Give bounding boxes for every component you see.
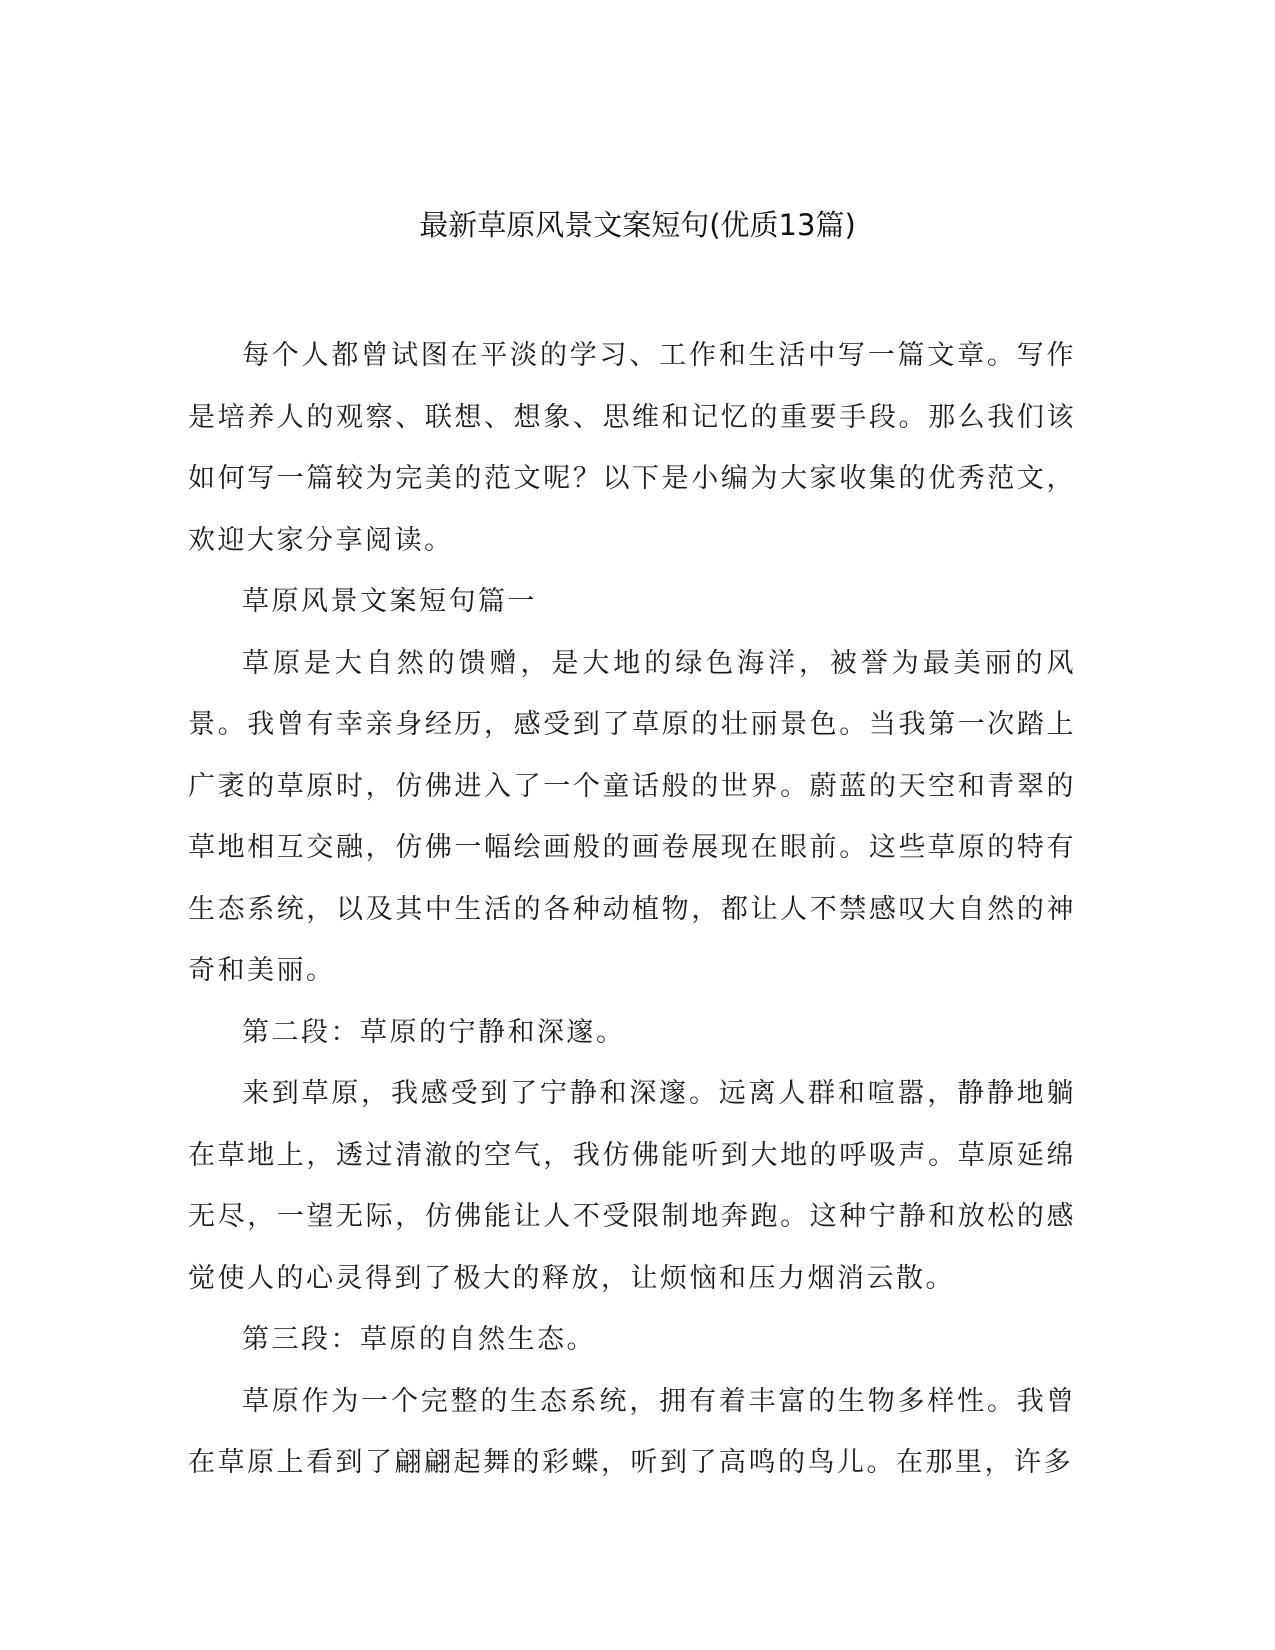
document-title: 最新草原风景文案短句(优质13篇) [419,208,856,242]
section-heading-two: 第二段：草原的宁静和深邃。 [242,1016,626,1048]
document-body [188,325,1076,1494]
paragraph-tranquility: 来到草原，我感受到了宁静和深邃。远离人群和喧嚣，静静地躺在草地上，透过清澈的空气，我仿佛能听到大地的呼吸声。草原延绵无尽，一望无际，仿佛能让人不受限制地奔跑。这种宁静和放松的感觉使人的心灵得到了极大的释放，让烦恼和压力烟消云散。 [188,1078,1076,1294]
paragraph-grassland-gift: 草原是大自然的馈赠，是大地的绿色海洋，被誉为最美丽的风景。我曾有幸亲身经历，感受到了草原的壮丽景色。当我第一次踏上广袤的草原时，仿佛进入了一个童话般的世界。蔚蓝的天空和青翠的草地相互交融，仿佛一幅绘画般的画卷展现在眼前。这些草原的特有生态系统，以及其中生活的各种动植物，都让人不禁感叹大自然的神奇和美丽。 [188,647,1076,986]
paragraph-intro: 每个人都曾试图在平淡的学习、工作和生活中写一篇文章。写作是培养人的观察、联想、想象、思维和记忆的重要手段。那么我们该如何写一篇较为完美的范文呢？以下是小编为大家收集的优秀范文，欢迎大家分享阅读。 [188,340,1076,556]
section-heading-three: 第三段：草原的自然生态。 [242,1324,596,1355]
paragraph-ecology: 草原作为一个完整的生态系统，拥有着丰富的生物多样性。我曾在草原上看到了翩翩起舞的彩蝶，听到了高鸣的鸟儿。在那里，许多 [188,1385,1076,1478]
section-heading-one: 草原风景文案短句篇一 [242,586,537,617]
